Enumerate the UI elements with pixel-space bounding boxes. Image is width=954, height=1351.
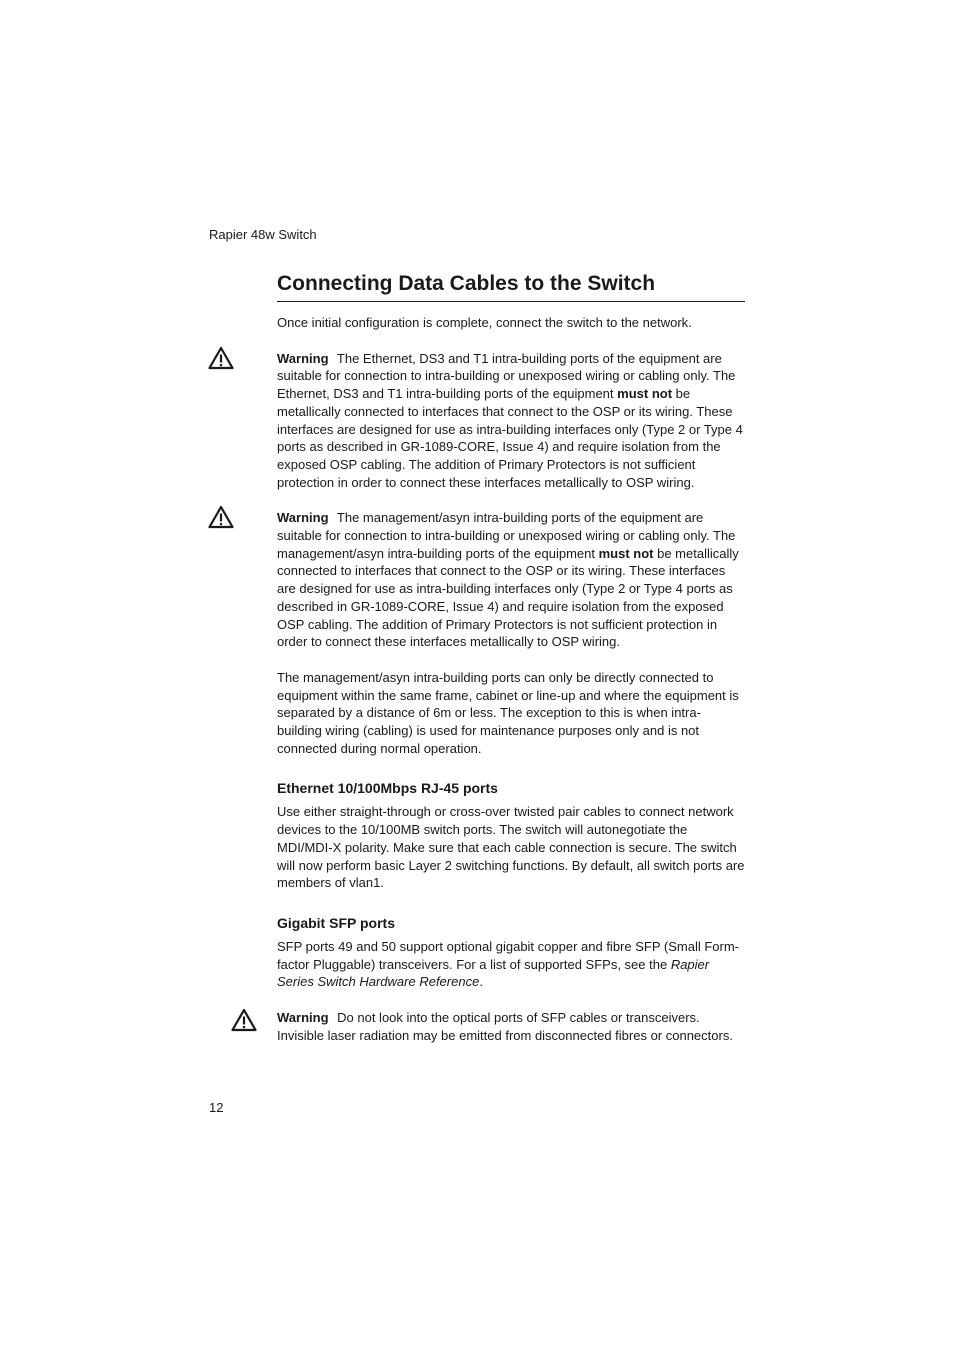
ethernet-paragraph: Use either straight-through or cross-over twisted pair cables to connect network devices to the 10/100MB switch ports. The switch will autonegotiate the MDI/MDI-X polarity. Make sure that each cable connection is secure. The switch will now perform basic Layer 2 switching functions. By default, all switch ports are members of vlan1. [277, 804, 745, 891]
warning-block-management-asyn [277, 509, 745, 651]
warning-label: Warning [277, 510, 329, 526]
warning-label: Warning [277, 350, 329, 366]
section-title: Connecting Data Cables to the Switch [277, 270, 745, 302]
warning-triangle-icon [231, 1008, 257, 1032]
warning-emphasis: must not [617, 386, 673, 402]
warning-body-start: The Ethernet, DS3 and T1 intra-building ports of the equipment are suitable for connection to intra-building or unexposed wiring or cabling only. The Ethernet, DS3 and T1 intra-building ports of the equipment [277, 350, 736, 402]
warning-triangle-icon [208, 505, 234, 529]
gigabit-paragraph [277, 938, 745, 991]
gigabit-subheading: Gigabit SFP ports [277, 914, 395, 931]
warning-block-laser [277, 1009, 745, 1044]
intro-paragraph: Once initial configuration is complete, connect the switch to the network. [277, 315, 692, 330]
management-ports-paragraph: The management/asyn intra-building ports can only be directly connected to equipment within the same frame, cabinet or line-up and where the equipment is separated by a distance of 6m or less. The exception to this is when intra-building wiring (cabling) is used for maintenance purposes only and is not connected during normal operation. [277, 669, 739, 756]
page-number: 12 [209, 1100, 224, 1115]
ethernet-subheading: Ethernet 10/100Mbps RJ-45 ports [277, 780, 498, 797]
warning-text [277, 1009, 745, 1044]
hardware-reference-title: Rapier Series Switch Hardware Reference [277, 956, 710, 990]
warning-body-end: be metallically connected to interfaces that connect to the OSP or its wiring. These interfaces are designed for use as intra-building interfaces only (Type 2 or Type 4 ports as described in GR-1089-CORE, Issue 4) and require isolation from the exposed OSP cabling. The addition of Primary Protectors is not sufficient protection in order to connect these interfaces metallically to OSP wiring. [277, 545, 739, 650]
warning-label: Warning [277, 1010, 329, 1026]
warning-text [277, 509, 745, 651]
warning-triangle-icon [208, 346, 234, 370]
warning-body: Do not look into the optical ports of SFP cables or transceivers. Invisible laser radiation may be emitted from disconnected fibres or connectors. [277, 1010, 733, 1043]
gigabit-body-end: . [479, 974, 483, 990]
warning-block-ethernet-ds3-t1 [277, 350, 745, 492]
warning-body-start: The management/asyn intra-building ports of the equipment are suitable for connection to intra-building or unexposed wiring or cabling only. The management/asyn intra-building ports of the equipment [277, 510, 736, 561]
warning-text [277, 350, 745, 492]
warning-emphasis: must not [598, 545, 654, 561]
warning-body-end: be metallically connected to interfaces that connect to the OSP or its wiring. These interfaces are designed for use as intra-building interfaces only (Type 2 or Type 4 ports as described in GR-1089-CORE, Issue 4) and require isolation from the exposed OSP cabling. The addition of Primary Protectors is not sufficient protection in order to connect these interfaces metallically to OSP wiring. [277, 386, 743, 490]
gigabit-body-start: SFP ports 49 and 50 support optional gigabit copper and fibre SFP (Small Form-factor Pluggable) transceivers. For a list of supported SFPs, see the [277, 938, 739, 972]
page-content [277, 270, 745, 1045]
running-header: Rapier 48w Switch [209, 227, 317, 242]
